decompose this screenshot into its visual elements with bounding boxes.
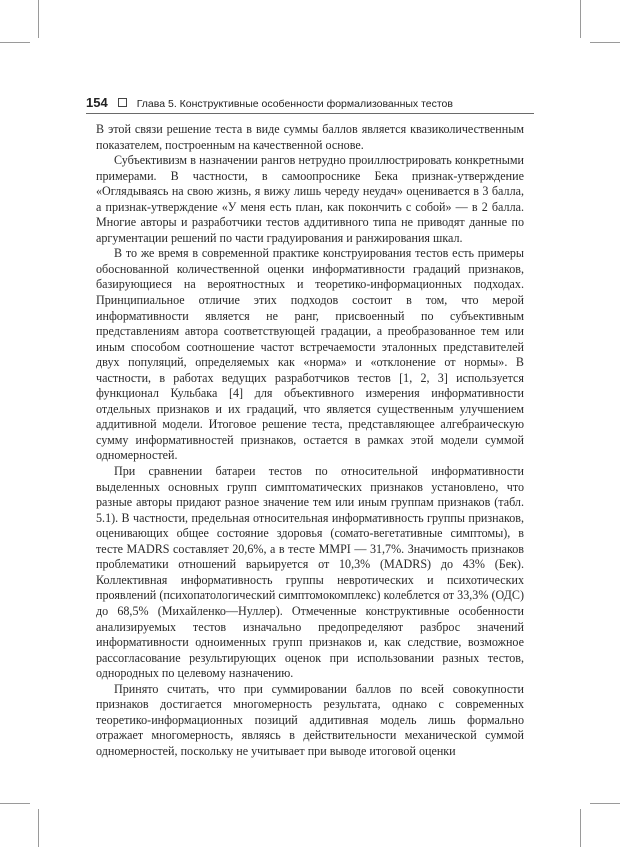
crop-mark-top-right — [580, 0, 581, 38]
crop-mark-top-left — [38, 0, 39, 38]
paragraph: При сравнении батареи тестов по относительной информативности выделенных основных групп симптоматических признаков установлено, что разные авторы придают разное значение тем или иным группам признаков (табл. 5.1). В частности, предельная относительная информативность группы признаков, оценивающих общее состояние здоровья (сомато-вегетативные симптомы), в тесте MADRS составляет 20,6%, а в тесте MMPI — 31,7%. Значимость признаков проблематики отношений варьируется от 10,3% (MADRS) до 43% (Бек). Коллективная информативность группы невротических и психотических проявлений (психопатологический симптомокомплекс) колеблется от 33,3% (ОДС) до 68,5% (Михайленко—Нуллер). Отмеченные конструктивные особенности анализируемых тестов изначально предопределяют разброс значений информативности одноименных групп признаков и, как следствие, возможное рассогласование результирующих оценок при использовании разных тестов, однородных по целевому назначению. — [96, 464, 524, 681]
body-text — [96, 122, 524, 759]
paragraph: В то же время в современной практике конструирования тестов есть примеры обоснованной количественной оценки информативности градаций признаков, базирующиеся на вероятностных и теоретико-информационных подходах. Принципиальное отличие этих подходов состоит в том, что мерой информативности является не ранг, присвоенный по субъективным представлениям автора соответствующей градации, а преобразованное тем или иным способом соотношение частот встречаемости эталонных представителей двух популяций, определяемых как «норма» и «отклонение от нормы». В частности, в работах ведущих разработчиков тестов [1, 2, 3] используется функционал Кульбака [4] для объективного измерения информативности отдельных признаков и их градаций, что является существенным улучшением аддитивной модели. Итоговое решение теста, представляющее алгебраическую сумму информативностей признаков, остается в рамках этой модели суммой одномерностей. — [96, 246, 524, 463]
crop-mark-bottom-left — [38, 809, 39, 847]
running-header — [86, 92, 534, 114]
crop-mark-bottom-left-h — [0, 803, 30, 804]
paragraph: Принято считать, что при суммировании баллов по всей совокупности признаков достигается многомерность результата, однако с современных теоретико-информационных позиций аддитивная модель лишь формально отражает многомерность, являясь в действительности механической суммой одномерностей, поскольку не учитывает при выводе итоговой оценки — [96, 681, 524, 758]
crop-mark-bottom-right-h — [590, 803, 620, 804]
crop-mark-bottom-right — [580, 809, 581, 847]
square-bullet-icon — [118, 98, 127, 107]
paragraph: Субъективизм в назначении рангов нетрудно проиллюстрировать конкретными примерами. В частности, в самоопроснике Бека признак-утверждение «Оглядываясь на свою жизнь, я вижу лишь череду неудач» оценивается в 3 балла, а признак-утверждение «У меня есть план, как покончить с собой» — в 2 балла. Многие авторы и разработчики тестов аддитивного типа не приводят данные по аргументации решений по части градуирования и ранжирования шкал. — [96, 153, 524, 245]
paragraph: В этой связи решение теста в виде суммы баллов является квазиколичественным показателем, построенным на качественной основе. — [96, 122, 524, 152]
page-number: 154 — [86, 95, 108, 110]
crop-mark-top-left-h — [0, 42, 30, 43]
chapter-title: Глава 5. Конструктивные особенности формализованных тестов — [136, 98, 453, 110]
crop-mark-top-right-h — [590, 42, 620, 43]
